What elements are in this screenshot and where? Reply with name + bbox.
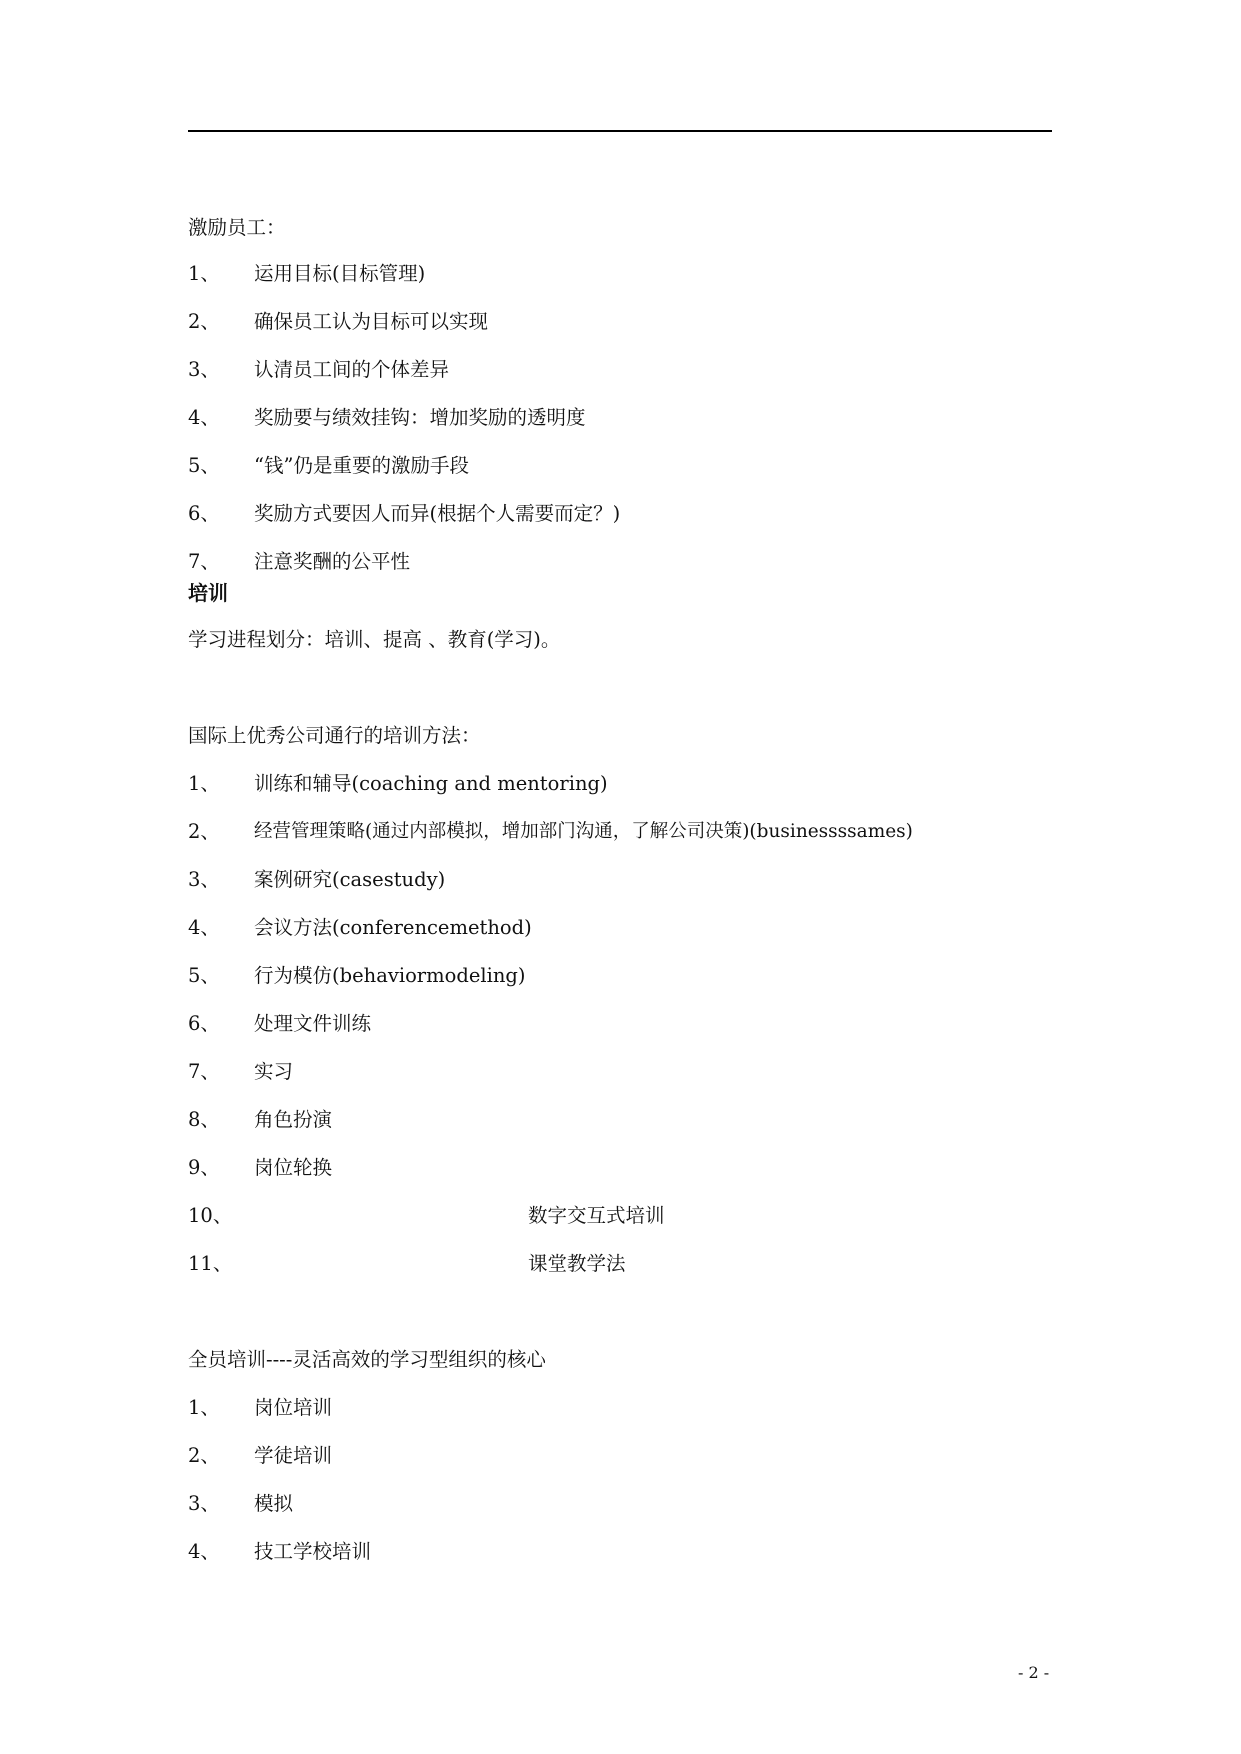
list-item-text: 实习 [254, 1060, 294, 1083]
list-item-text: 会议方法(conferencemethod) [254, 916, 532, 939]
list-item-text: 注意奖酬的公平性 [254, 550, 411, 573]
list-item-text: 学徒培训 [254, 1444, 333, 1467]
list-item-text: 运用目标(目标管理) [254, 262, 426, 285]
list-item-text: 奖励要与绩效挂钩：增加奖励的透明度 [254, 406, 586, 429]
all-staff-title: 全员培训----灵活高效的学习型组织的核心 [188, 1348, 546, 1371]
list-item-number: 4、 [188, 1540, 220, 1563]
motivate-title: 激励员工： [188, 216, 286, 239]
list-item-number: 7、 [188, 550, 220, 573]
list-item-number: 8、 [188, 1108, 220, 1131]
list-item-number: 2、 [188, 1444, 220, 1467]
list-item-number: 2、 [188, 310, 220, 333]
list-item-text: 确保员工认为目标可以实现 [254, 310, 489, 333]
list-item-number: 11、 [188, 1252, 233, 1275]
list-item-number: 1、 [188, 772, 220, 795]
list-item-text: 课堂教学法 [528, 1252, 626, 1275]
list-item-number: 3、 [188, 1492, 220, 1515]
list-item-number: 10、 [188, 1204, 233, 1227]
list-item-text: 奖励方式要因人而异(根据个人需要而定？) [254, 502, 621, 525]
list-item-text: 经营管理策略(通过内部模拟，增加部门沟通，了解公司决策)(businessssames) [254, 821, 913, 842]
list-item-number: 9、 [188, 1156, 220, 1179]
list-item-text: 数字交互式培训 [528, 1204, 665, 1227]
list-item-text: 处理文件训练 [254, 1012, 372, 1035]
list-item-text: 案例研究(casestudy) [254, 868, 446, 891]
header-rule [188, 130, 1052, 132]
page-number: - 2 - [1018, 1663, 1050, 1682]
list-item-text: 行为模仿(behaviormodeling) [254, 964, 526, 987]
list-item-text: 认清员工间的个体差异 [254, 358, 450, 381]
list-item-text: 岗位培训 [254, 1396, 333, 1419]
list-item-text: 岗位轮换 [254, 1156, 333, 1179]
list-item-number: 5、 [188, 964, 220, 987]
list-item-text: 角色扮演 [254, 1108, 333, 1131]
training-process: 学习进程划分：培训、提高 、教育(学习)。 [188, 628, 561, 651]
list-item-number: 6、 [188, 502, 220, 525]
list-item-number: 3、 [188, 358, 220, 381]
list-item-number: 2、 [188, 820, 220, 843]
list-item-number: 3、 [188, 868, 220, 891]
list-item-number: 5、 [188, 454, 220, 477]
list-item-number: 7、 [188, 1060, 220, 1083]
list-item-text: “钱”仍是重要的激励手段 [254, 454, 469, 477]
training-heading: 培训 [188, 581, 228, 605]
list-item-text: 技工学校培训 [254, 1540, 372, 1563]
list-item-number: 1、 [188, 262, 220, 285]
list-item-number: 4、 [188, 406, 220, 429]
list-item-text: 训练和辅导(coaching and mentoring) [254, 772, 608, 795]
methods-title: 国际上优秀公司通行的培训方法： [188, 724, 481, 747]
list-item-number: 6、 [188, 1012, 220, 1035]
list-item-number: 1、 [188, 1396, 220, 1419]
list-item-text: 模拟 [254, 1492, 294, 1515]
list-item-number: 4、 [188, 916, 220, 939]
